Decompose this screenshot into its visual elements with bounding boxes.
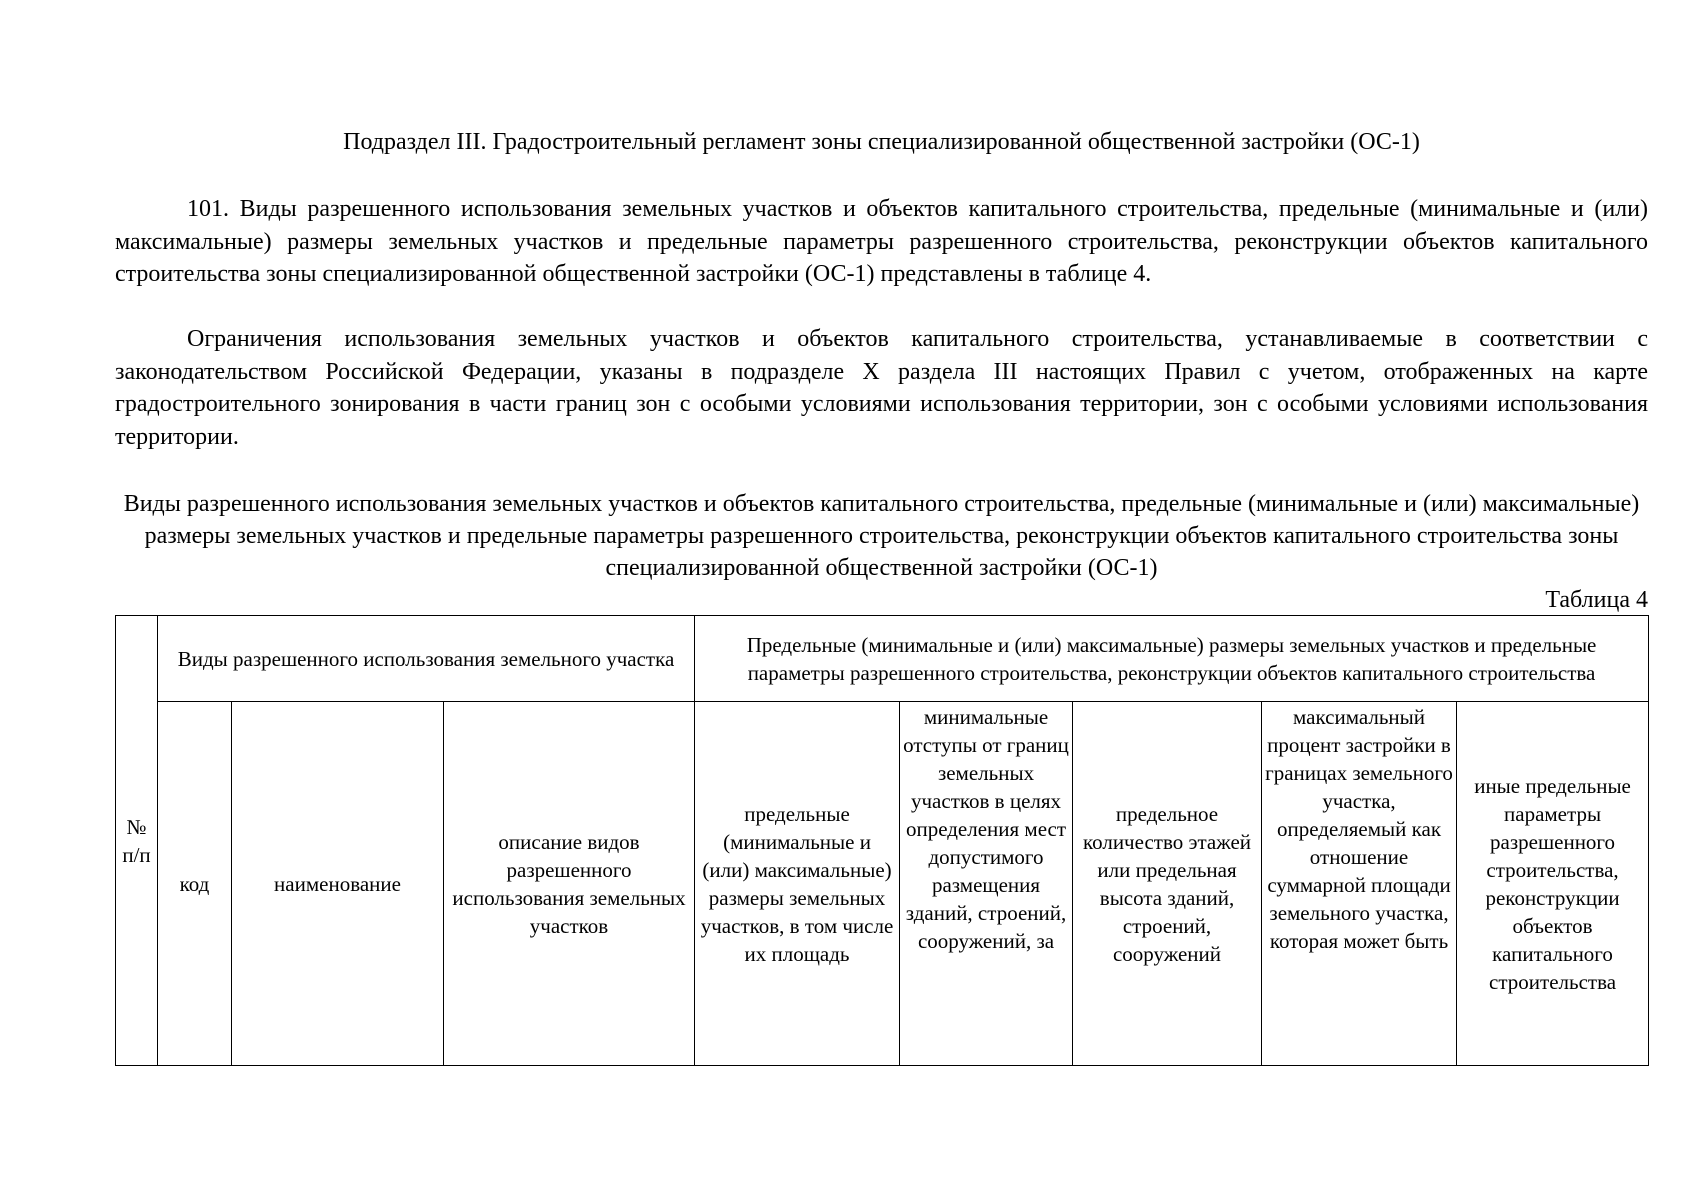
header-coverage: максимальный процент застройки в границах земельного участка, определяемый как отношение суммарной площади земельного участка, которая может быть (1262, 702, 1457, 1066)
header-group-limits: Предельные (минимальные и (или) максимальные) размеры земельных участков и предельные параметры разрешенного строительства, реконструкции объектов капитального строительства (695, 616, 1649, 702)
header-group-permitted-use: Виды разрешенного использования земельного участка (158, 616, 695, 702)
header-name: наименование (232, 702, 444, 1066)
header-other-params: иные предельные параметры разрешенного строительства, реконструкции объектов капитального строительства (1457, 702, 1649, 1066)
paragraph-101: 101. Виды разрешенного использования земельных участков и объектов капитального строительства, предельные (минимальные и (или) максимальные) размеры земельных участков и предельные параметры разрешенного строительства, реконструкции объектов капитального строительства зоны специализированной общественной застройки (ОС-1) представлены в таблице 4. (115, 196, 1648, 287)
regulation-table (115, 615, 1649, 1066)
table-caption: Виды разрешенного использования земельных участков и объектов капитального строительства, предельные (минимальные и (или) максимальные) размеры земельных участков и предельные параметры разрешенного строительства, реконструкции объектов капитального строительства зоны специализированной общественной застройки (ОС-1) (123, 491, 1640, 581)
header-setbacks: минимальные отступы от границ земельных участков в целях определения мест допустимого размещения зданий, строений, сооружений, за (900, 702, 1073, 1066)
header-floors: предельное количество этажей или предельная высота зданий, строений, сооружений (1073, 702, 1262, 1066)
paragraph-restrictions: Ограничения использования земельных участков и объектов капитального строительства, устанавливаемые в соответствии с законодательством Российской Федерации, указаны в подразделе X раздела III настоящих Правил с учетом, отображенных на карте градостроительного зонирования в части границ зон с особыми условиями использования территории, зон с особыми условиями использования территории. (115, 326, 1648, 450)
header-plot-size: предельные (минимальные и (или) максимальные) размеры земельных участков, в том числе их площадь (695, 702, 900, 1066)
header-code: код (158, 702, 232, 1066)
table-number: Таблица 4 (1545, 587, 1648, 613)
section-heading: Подраздел III. Градостроительный регламент зоны специализированной общественной застройки (ОС-1) (343, 129, 1420, 155)
header-description: описание видов разрешенного использования земельных участков (444, 702, 695, 1066)
header-number: № п/п (116, 616, 158, 1066)
